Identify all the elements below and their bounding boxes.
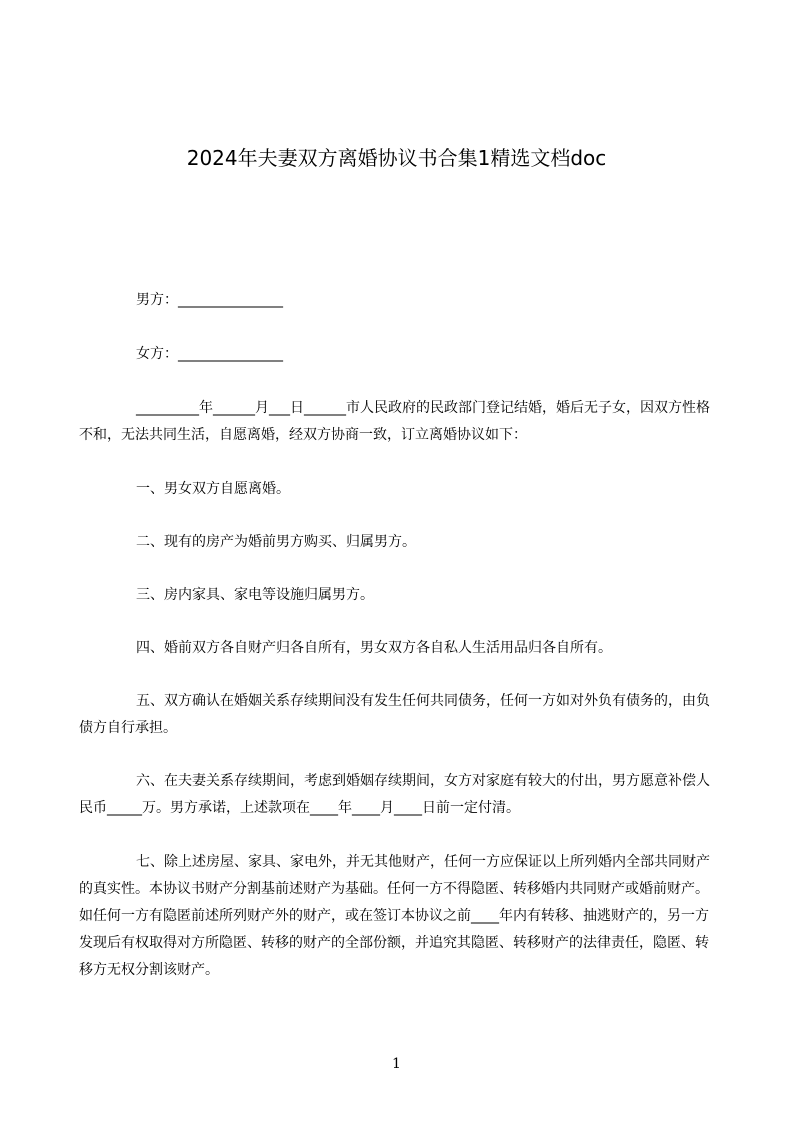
clause-7: 七、除上述房屋、家具、家电外，并无其他财产，任何一方应保证以上所列婚内全部共同财产的真实性。本协议书财产分割基前述财产为基础。任何一方不得隐匿、转移婚内共同财产或婚前财产。如任何一方有隐匿前述所列财产外的财产，或在签订本协议之前____年内有转移、抽逃财产的，另一方发现后有权取得对方所隐匿、转移的财产的全部份额，并追究其隐匿、转移财产的法律责任，隐匿、转移方无权分割该财产。 [79,854,710,978]
clause-1: 一、男女双方自愿离婚。 [136,481,290,497]
clause-2: 二、现有的房产为婚前男方购买、归属男方。 [136,534,416,550]
clause-3: 三、房内家具、家电等设施归属男方。 [136,587,374,603]
page-number: 1 [392,1056,401,1072]
clause-5: 五、双方确认在婚姻关系存续期间没有发生任何共同债务，任何一方如对外负有债务的，由负债方自行承担。 [79,693,710,736]
document-title: 2024年夫妻双方离婚协议书合集1精选文档doc [186,146,607,170]
clause-4: 四、婚前双方各自财产归各自所有，男女双方各自私人生活用品归各自所有。 [136,640,612,656]
intro-paragraph: _________年______月___日______市人民政府的民政部门登记结婚，婚后无子女，因双方性格不和，无法共同生活，自愿离婚，经双方协商一致，订立离婚协议如下： [79,400,710,443]
husband-line: 男方：_______________ [136,292,283,308]
wife-line: 女方：_______________ [136,346,283,362]
clause-6: 六、在夫妻关系存续期间，考虑到婚姻存续期间，女方对家庭有较大的付出，男方愿意补偿人民币_____万。男方承诺，上述款项在____年____月____日前一定付清。 [79,773,710,816]
